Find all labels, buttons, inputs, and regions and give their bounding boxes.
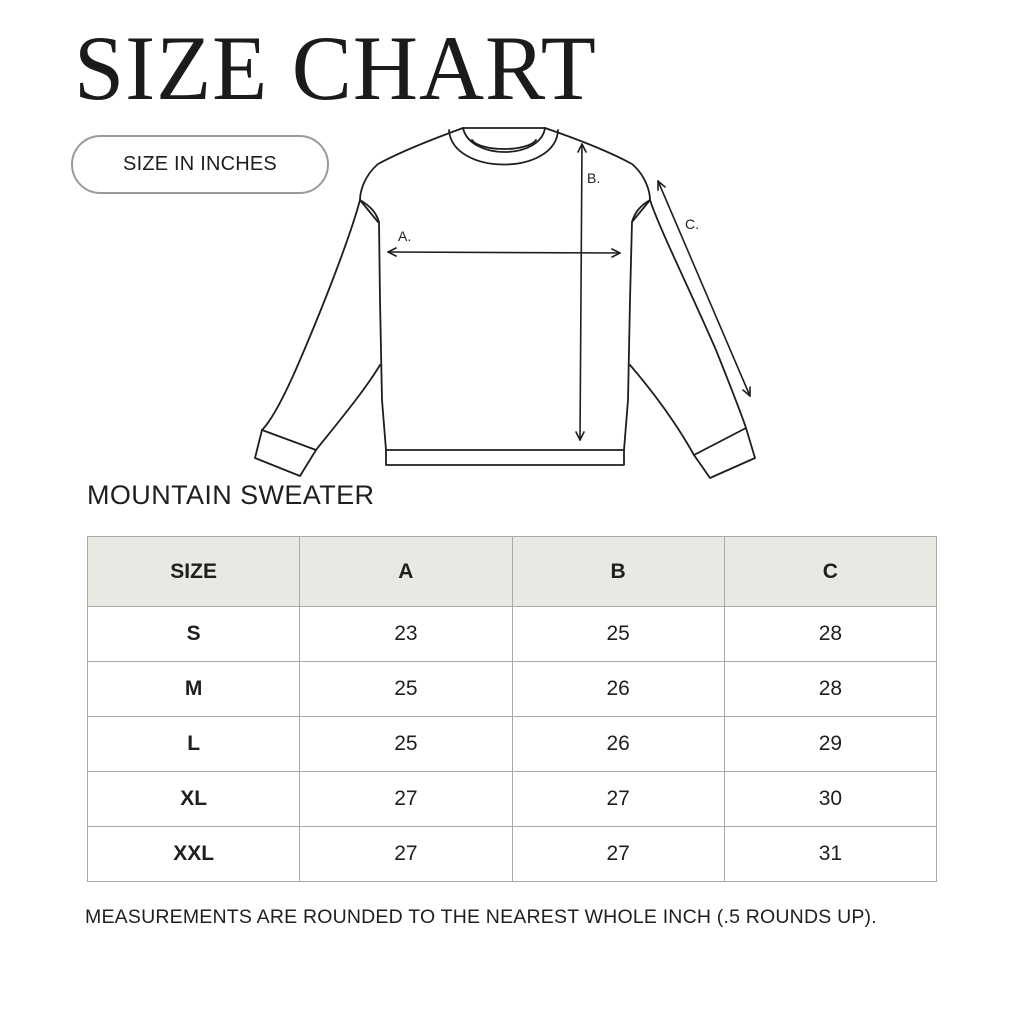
table-header-row [88,537,937,607]
measure-arrow-c [658,181,750,396]
size-cell: L [88,717,300,772]
measure-cell-a: 25 [300,717,512,772]
measure-cell-c: 30 [724,772,936,827]
size-table [87,536,937,882]
size-cell: S [88,607,300,662]
product-name: MOUNTAIN SWEATER [87,480,375,510]
measure-arrow-b [576,144,586,440]
table-row [88,662,937,717]
column-header-b: B [512,537,724,607]
footnote: MEASUREMENTS ARE ROUNDED TO THE NEAREST WHOLE INCH (.5 ROUNDS UP). [85,906,877,928]
column-header-size: SIZE [88,537,300,607]
measure-cell-a: 23 [300,607,512,662]
measure-label-a: A. [398,228,412,244]
size-cell: XL [88,772,300,827]
measure-cell-c: 28 [724,607,936,662]
table-row [88,607,937,662]
measure-label-c: C. [685,216,699,232]
measure-cell-b: 26 [512,662,724,717]
table-row [88,827,937,882]
measure-cell-c: 29 [724,717,936,772]
measure-cell-c: 31 [724,827,936,882]
sweater-right-sleeve [630,200,755,478]
size-cell: XXL [88,827,300,882]
sweater-illustration [250,120,770,490]
sweater-diagram [250,120,770,490]
measure-cell-b: 25 [512,607,724,662]
measure-cell-a: 27 [300,772,512,827]
sweater-body-outline [360,128,650,465]
measure-cell-b: 27 [512,827,724,882]
measure-arrow-a [388,248,620,257]
column-header-c: C [724,537,936,607]
table-row [88,772,937,827]
table-row [88,717,937,772]
measure-cell-a: 25 [300,662,512,717]
measure-label-b: B. [587,170,601,186]
column-header-a: A [300,537,512,607]
unit-label: SIZE IN INCHES [123,153,277,175]
measure-cell-b: 26 [512,717,724,772]
measure-cell-c: 28 [724,662,936,717]
page-title: SIZE CHART [74,17,597,119]
size-cell: M [88,662,300,717]
measure-cell-a: 27 [300,827,512,882]
measure-cell-b: 27 [512,772,724,827]
